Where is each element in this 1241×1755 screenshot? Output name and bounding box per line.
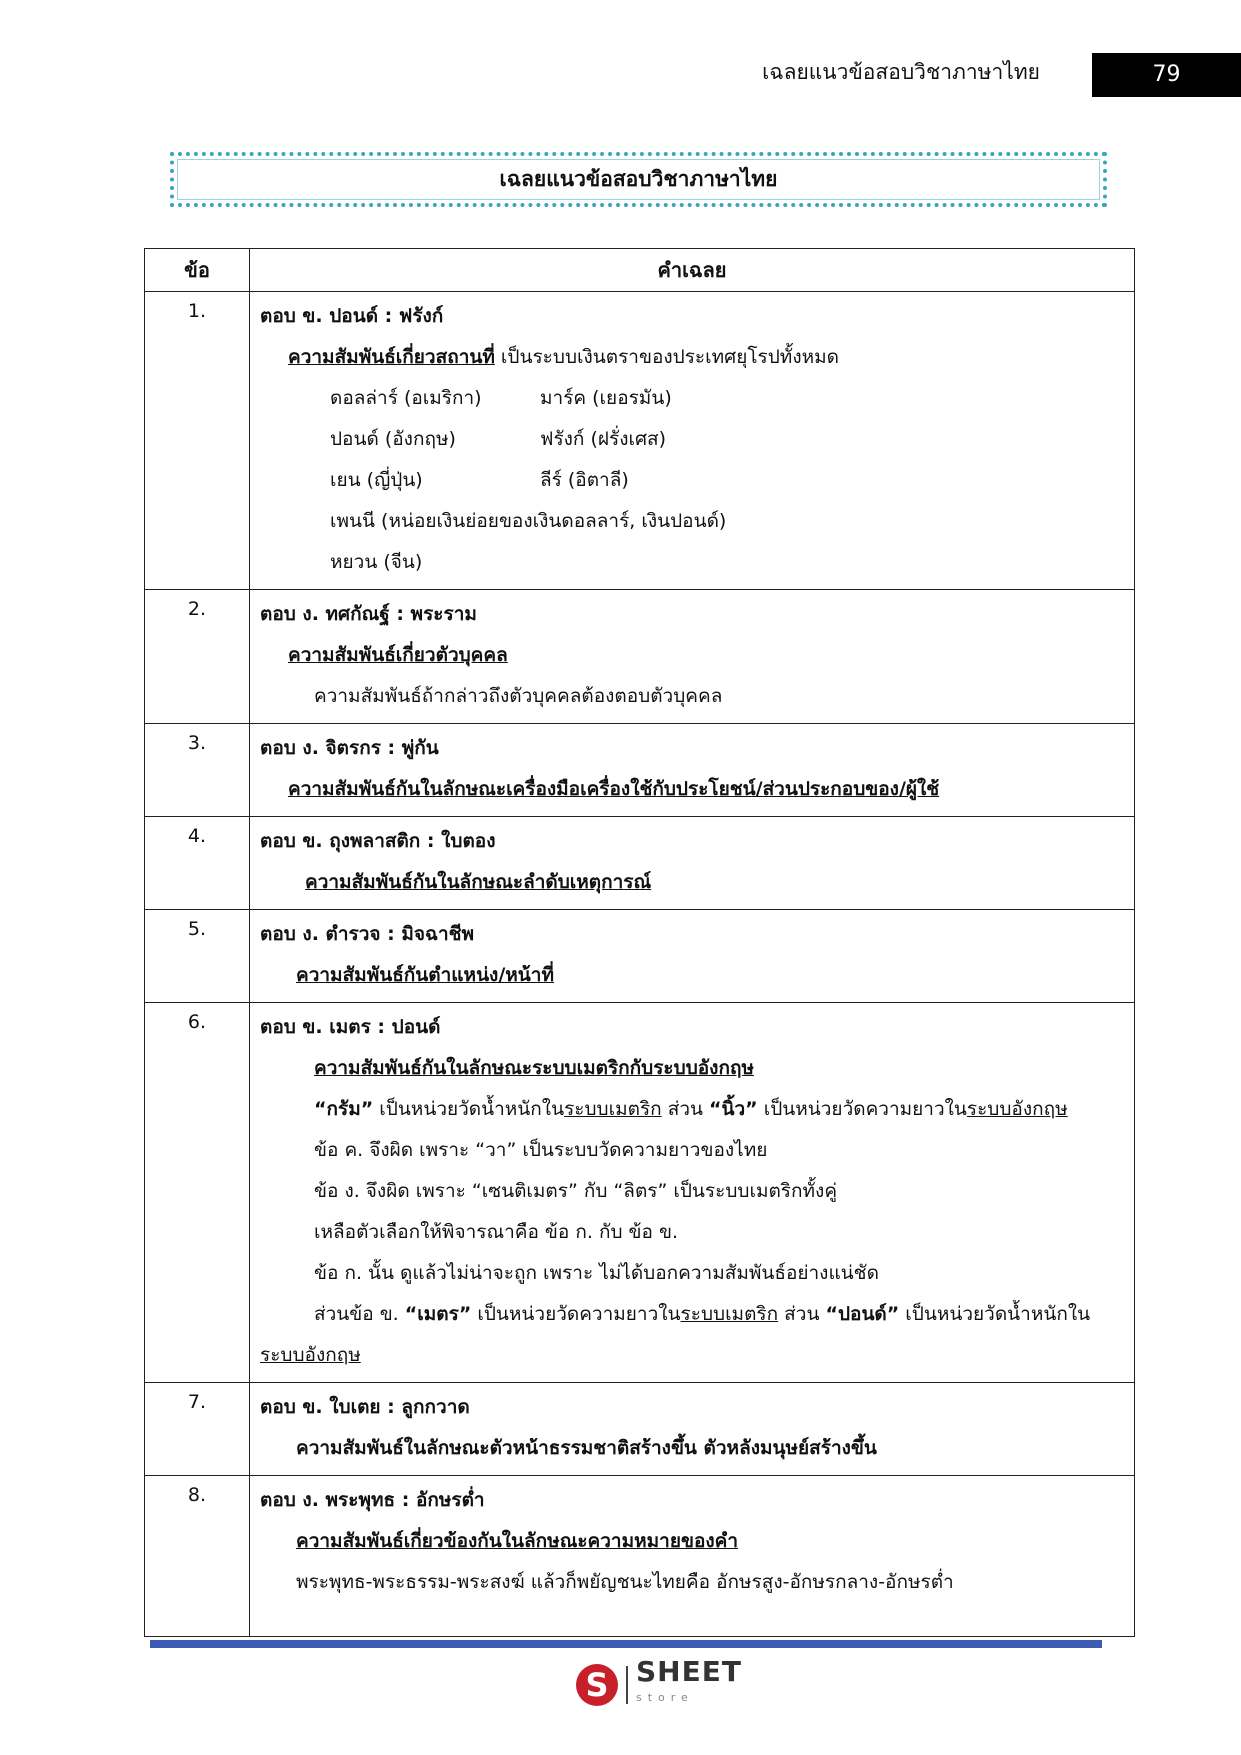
logo-text xyxy=(636,1655,742,1711)
term-pound: “ปอนด์” xyxy=(825,1303,900,1325)
term-imperial: ระบบอังกฤษ xyxy=(966,1098,1068,1120)
logo-separator xyxy=(626,1666,628,1704)
answer-cell xyxy=(250,1003,1135,1383)
answer-line: ตอบ ข. ปอนด์ : ฟรังก์ xyxy=(260,305,444,327)
row-number: 6. xyxy=(145,1003,250,1383)
row-number: 7. xyxy=(145,1383,250,1476)
currency-item: ปอนด์ (อังกฤษ) xyxy=(330,428,456,450)
table-row xyxy=(145,1383,1135,1476)
table-row xyxy=(145,1476,1135,1637)
text-span: เป็นหน่วยวัดน้ำหนักใน xyxy=(899,1303,1091,1325)
row-number: 4. xyxy=(145,817,250,910)
table-row xyxy=(145,590,1135,724)
answer-line: ตอบ ง. จิตรกร : พู่กัน xyxy=(260,737,439,759)
text-span: เป็นหน่วยวัดความยาวใน xyxy=(471,1303,681,1325)
relation-label: ความสัมพันธ์เกี่ยวข้องกันในลักษณะความหมายของคำ xyxy=(296,1530,739,1552)
explanation-line: ข้อ ค. จึงผิด เพราะ “วา” เป็นระบบวัดความยาวของไทย xyxy=(314,1139,768,1161)
table-row xyxy=(145,910,1135,1003)
relation-label: ความสัมพันธ์กันในลักษณะเครื่องมือเครื่องใช้กับประโยชน์/ส่วนประกอบของ/ผู้ใช้ xyxy=(288,778,940,800)
term-metre: “เมตร” xyxy=(404,1303,472,1325)
currency-item: ดอลล่าร์ (อเมริกา) xyxy=(330,387,482,409)
text-span: เป็นหน่วยวัดน้ำหนักใน xyxy=(373,1098,565,1120)
table-row xyxy=(145,817,1135,910)
running-header-title: เฉลยแนวข้อสอบวิชาภาษาไทย xyxy=(762,60,1040,84)
currency-item: ฟรังก์ (ฝรั่งเศส) xyxy=(540,428,667,450)
answer-cell xyxy=(250,292,1135,590)
explanation-line xyxy=(260,1294,1124,1335)
text-span: เป็นหน่วยวัดความยาวใน xyxy=(757,1098,967,1120)
logo-wordmark: SHEET xyxy=(636,1655,742,1688)
table-header-row xyxy=(145,249,1135,292)
answer-cell xyxy=(250,1383,1135,1476)
footer-divider xyxy=(150,1640,1102,1648)
text-span: ส่วน xyxy=(661,1098,710,1120)
answer-table xyxy=(144,248,1135,1637)
logo-subtext: store xyxy=(636,1691,694,1704)
currency-item: ลีร์ (อิตาลี) xyxy=(540,469,629,491)
term-metric: ระบบเมตริก xyxy=(680,1303,779,1325)
section-title-box xyxy=(170,152,1107,207)
explanation-line: ข้อ ง. จึงผิด เพราะ “เซนติเมตร” กับ “ลิตร” เป็นระบบเมตริกทั้งคู่ xyxy=(314,1180,838,1202)
row-number: 8. xyxy=(145,1476,250,1637)
table-row xyxy=(145,292,1135,590)
answer-line: ตอบ ข. ถุงพลาสติก : ใบตอง xyxy=(260,830,496,852)
answer-cell xyxy=(250,910,1135,1003)
explanation-line xyxy=(260,1089,1124,1130)
currency-item: มาร์ค (เยอรมัน) xyxy=(540,387,672,409)
explanation-line: พระพุทธ-พระธรรม-พระสงฆ์ แล้วก็พยัญชนะไทยคือ อักษรสูง-อักษรกลาง-อักษรต่ำ xyxy=(296,1571,954,1593)
term-metric: ระบบเมตริก xyxy=(564,1098,662,1120)
currency-item: เพนนี (หน่อยเงินย่อยของเงินดอลลาร์, เงินปอนด์) xyxy=(330,510,727,532)
row-number: 3. xyxy=(145,724,250,817)
relation-label: ความสัมพันธ์กันในลักษณะลำดับเหตุการณ์ xyxy=(305,871,652,893)
sheet-store-logo xyxy=(576,1655,742,1710)
relation-label: ความสัมพันธ์เกี่ยวสถานที่ xyxy=(288,346,495,368)
relation-tail: เป็นระบบเงินตราของประเทศยุโรปทั้งหมด xyxy=(494,346,839,368)
currency-item: เยน (ญี่ปุ่น) xyxy=(330,469,423,491)
explanation-line: ความสัมพันธ์ถ้ากล่าวถึงตัวบุคคลต้องตอบตัวบุคคล xyxy=(314,685,723,707)
term-imperial: ระบบอังกฤษ xyxy=(260,1344,361,1366)
explanation-line: เหลือตัวเลือกให้พิจารณาคือ ข้อ ก. กับ ข้อ ข. xyxy=(314,1221,679,1243)
answer-line: ตอบ ง. พระพุทธ : อักษรต่ำ xyxy=(260,1489,485,1511)
answer-line: ตอบ ข. ใบเตย : ลูกกวาด xyxy=(260,1396,470,1418)
relation-label: ความสัมพันธ์กันตำแหน่ง/หน้าที่ xyxy=(296,964,554,986)
col-header-answer: คำเฉลย xyxy=(250,249,1135,292)
relation-label: ความสัมพันธ์เกี่ยวตัวบุคคล xyxy=(288,644,508,666)
answer-cell xyxy=(250,590,1135,724)
logo-mark: S xyxy=(576,1664,618,1706)
text-span: ส่วนข้อ ข. xyxy=(314,1303,405,1325)
explanation-line: ข้อ ก. นั้น ดูแล้วไม่น่าจะถูก เพราะ ไม่ได้บอกความสัมพันธ์อย่างแน่ชัด xyxy=(314,1262,879,1284)
table-row xyxy=(145,724,1135,817)
relation-label: ความสัมพันธ์กันในลักษณะระบบเมตริกกับระบบอังกฤษ xyxy=(314,1057,754,1079)
row-number: 1. xyxy=(145,292,250,590)
answer-line: ตอบ ง. ตำรวจ : มิจฉาชีพ xyxy=(260,923,475,945)
text-span: ส่วน xyxy=(778,1303,826,1325)
answer-line: ตอบ ข. เมตร : ปอนด์ xyxy=(260,1016,441,1038)
table-row xyxy=(145,1003,1135,1383)
row-number: 5. xyxy=(145,910,250,1003)
term-inch: “นิ้ว” xyxy=(709,1098,758,1120)
answer-line: ตอบ ง. ทศกัณฐ์ : พระราม xyxy=(260,603,477,625)
currency-item: หยวน (จีน) xyxy=(330,551,423,573)
answer-cell xyxy=(250,1476,1135,1637)
section-title: เฉลยแนวข้อสอบวิชาภาษาไทย xyxy=(499,167,778,191)
answer-cell xyxy=(250,724,1135,817)
col-header-no: ข้อ xyxy=(145,249,250,292)
row-number: 2. xyxy=(145,590,250,724)
relation-label: ความสัมพันธ์ในลักษณะตัวหน้าธรรมชาติสร้างขึ้น ตัวหลังมนุษย์สร้างขึ้น xyxy=(296,1437,877,1459)
page-number: 79 xyxy=(1092,53,1241,97)
term-gram: “กรัม” xyxy=(314,1098,374,1120)
answer-cell xyxy=(250,817,1135,910)
